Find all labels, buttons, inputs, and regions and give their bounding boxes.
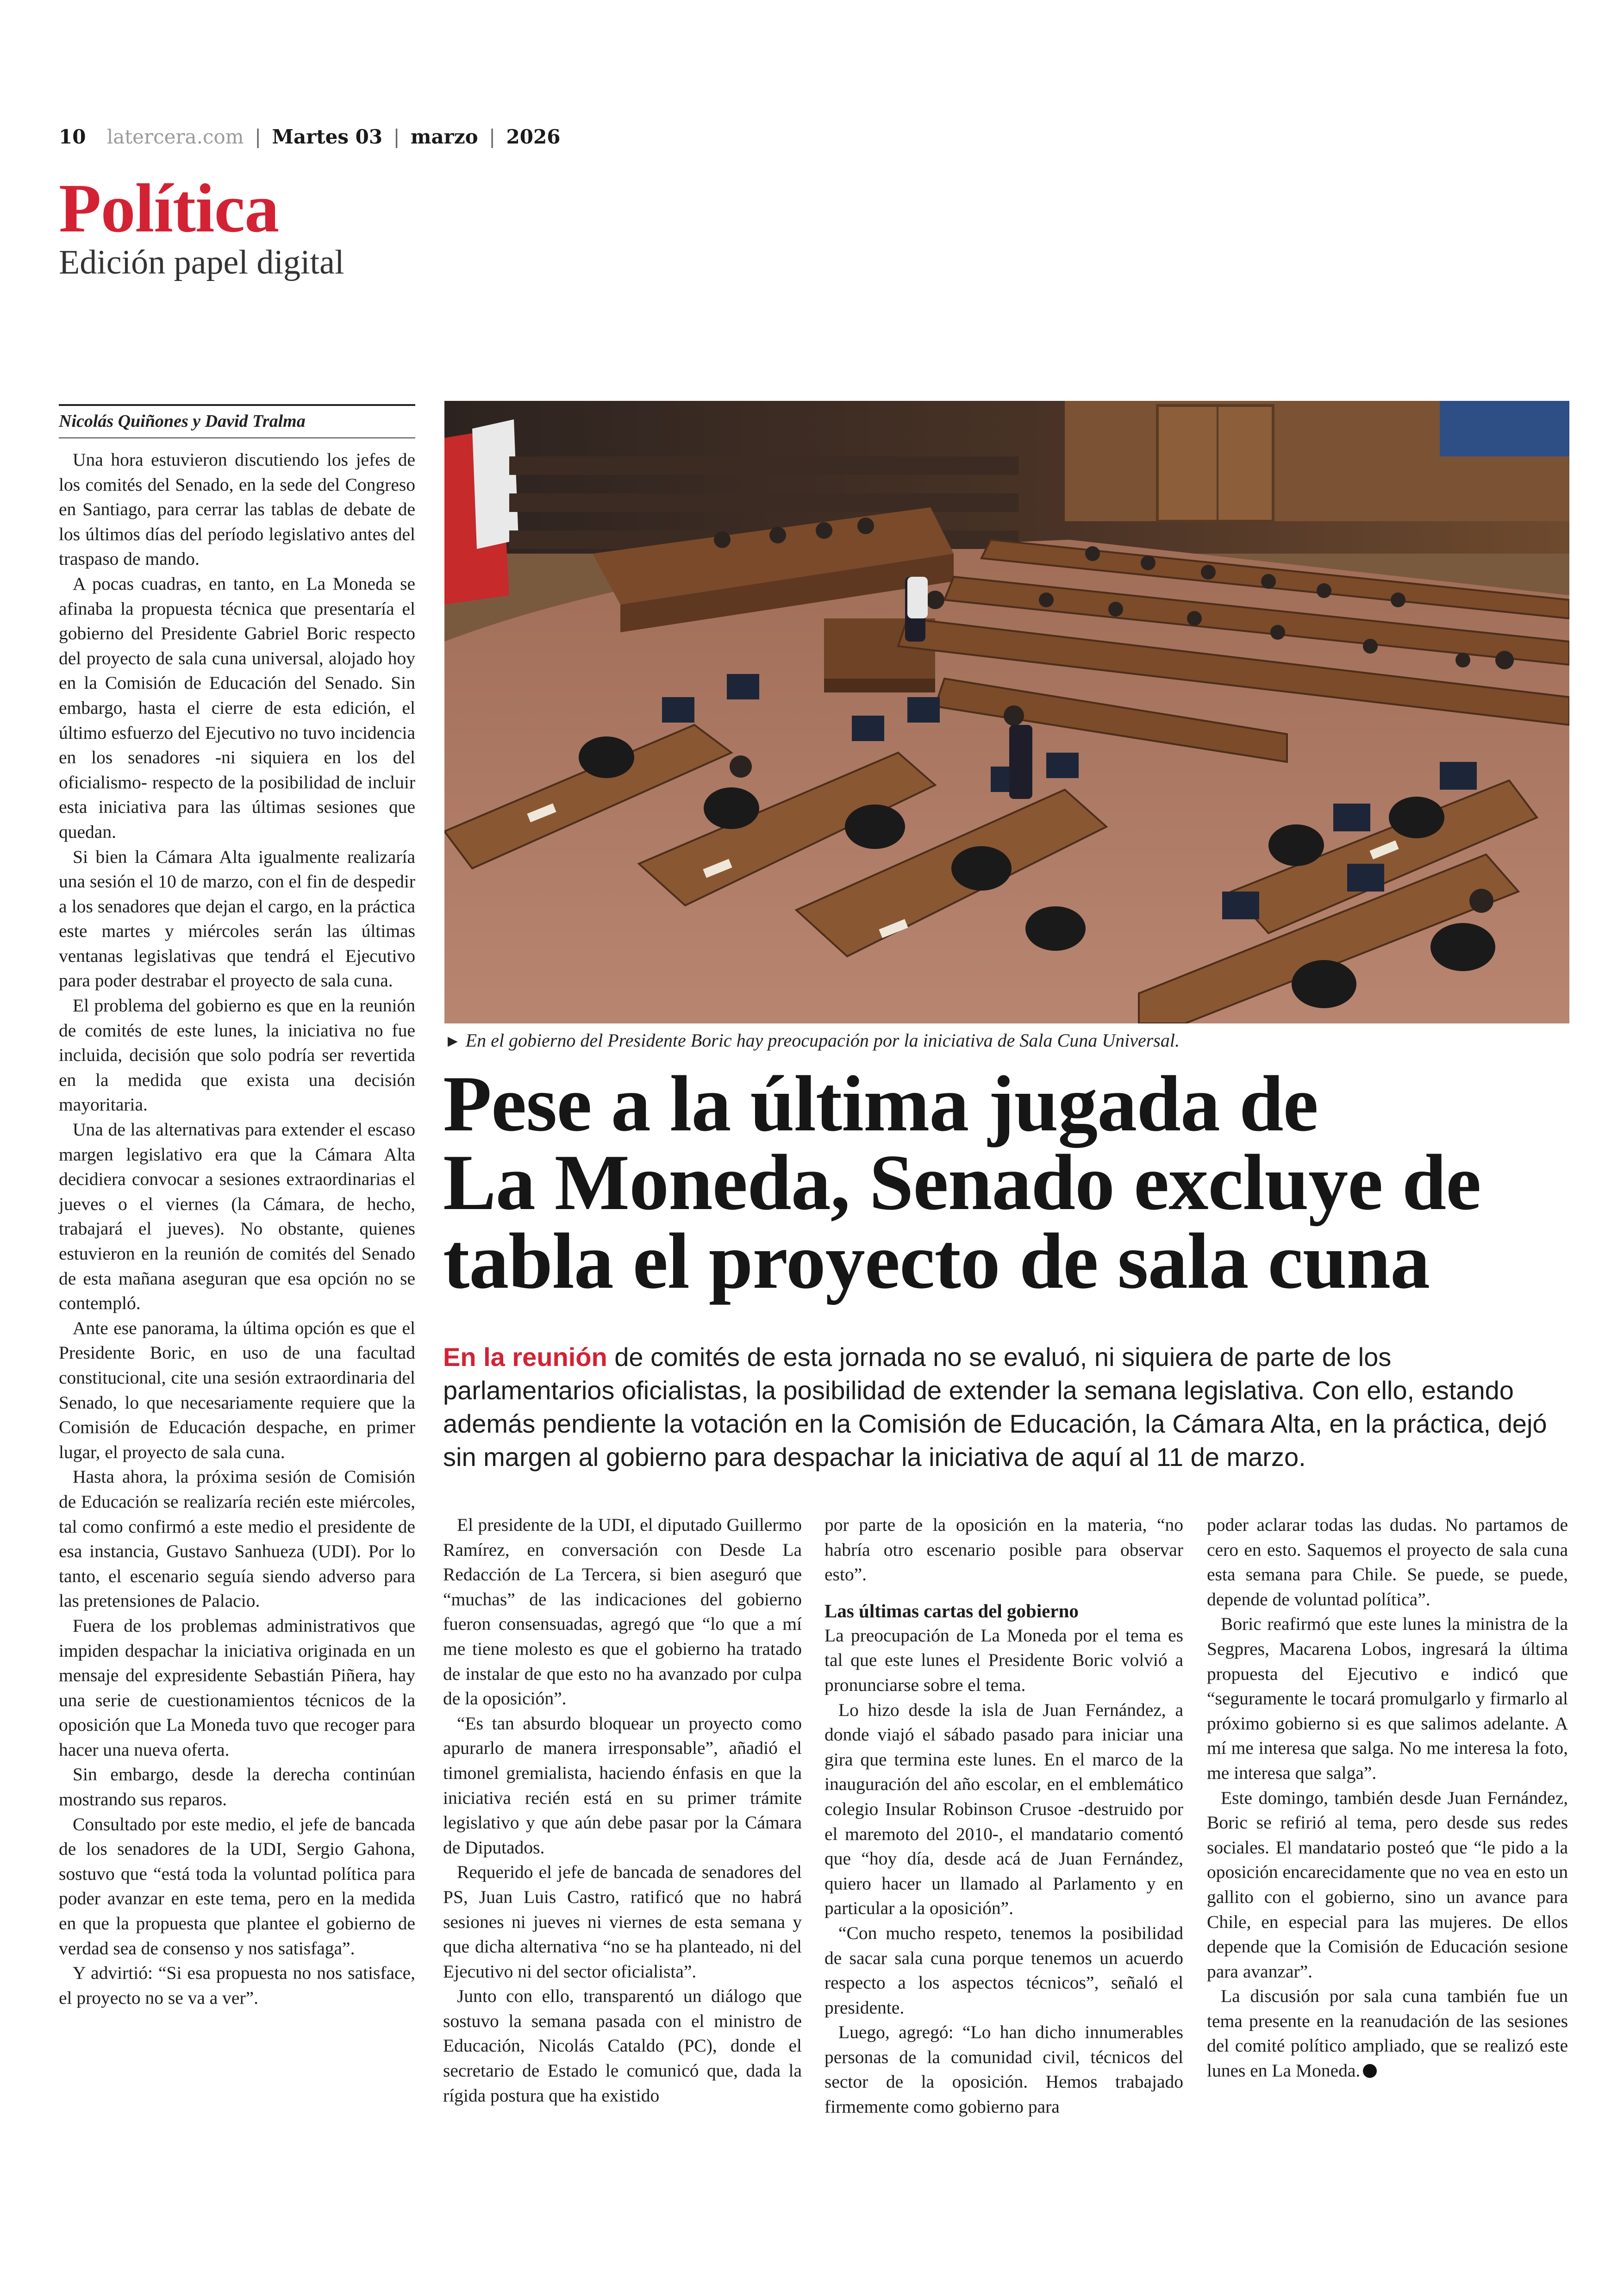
page-folio — [59, 124, 560, 150]
headline-line: La Moneda, Senado excluye de — [443, 1139, 1481, 1227]
paragraph: Junto con ello, transparentó un diálogo que sostuvo la semana pasada con el ministro de Educación, Nicolás Cataldo (PC), donde el secretario de Estado le comunicó que, dada la rígida postura que ha existido — [443, 1986, 802, 2106]
section-title: Política — [59, 170, 279, 247]
headline-line: Pese a la última jugada de — [443, 1060, 1318, 1148]
date-month: marzo — [411, 125, 478, 148]
paragraph: “Es tan absurdo bloquear un proyecto como apurarlo de manera irresponsable”, añadió el timonel gremialista, haciendo énfasis en que la iniciativa recién está en su primer trámite legislativo y que aún debe pasar por la Cámara de Diputados. — [443, 1713, 802, 1858]
paragraph: Sin embargo, desde la derecha continúan mostrando sus reparos. — [59, 1764, 415, 1810]
article-byline: Nicolás Quiñones y David Tralma — [59, 404, 415, 438]
article-column-1 — [59, 448, 415, 2010]
paragraph: A pocas cuadras, en tanto, en La Moneda se afinaba la propuesta técnica que presentaría el gobierno del Presidente Gabriel Boric respecto del proyecto de sala cuna universal, alojado hoy en la Comisión de Educación del Senado. Sin embargo, hasta el cierre de esta edición, el último esfuerzo del Ejecutivo no tuvo incidencia en los senadores -ni siquiera en los del oficialismo- respecto de la posibilidad de incluir esta iniciativa para las últimas sesiones que quedan. — [59, 573, 415, 842]
paragraph: Boric reafirmó que este lunes la ministra de la Segpres, Macarena Lobos, ingresará la última propuesta del Ejecutivo e indicó que “seguramente le tocará promulgarlo y firmarlo al próximo gobierno si es que salimos adelante. A mí me interesa que salga. No me interesa la foto, me interesa que salga”. — [1207, 1614, 1568, 1783]
article-column-2 — [443, 1513, 802, 2108]
caption-marker-icon: ► — [444, 1032, 461, 1050]
article-deck — [443, 1341, 1568, 1474]
paragraph: Una de las alternativas para extender el escaso margen legislativo era que la Cámara Alta decidiera convocar a sesiones extraordinarias el jueves o el viernes (la Cámara, de hecho, trabajará el jueves). No obstante, quienes estuvieron en la reunión de comités del Senado de esta mañana aseguran que esa opción no se contempló. — [59, 1119, 415, 1314]
caption-text: En el gobierno del Presidente Boric hay preocupación por la iniciativa de Sala Cuna Universal. — [465, 1030, 1180, 1051]
date-year: 2026 — [506, 125, 561, 148]
article-column-4 — [1207, 1513, 1568, 2083]
senate-chamber-photo — [444, 401, 1569, 1023]
paragraph-text: La discusión por sala cuna también fue un tema presente en la reanudación de las sesiones del comité político ampliado, que se realizó este lunes en La Moneda. — [1207, 1986, 1568, 2081]
page-number: 10 — [59, 125, 86, 148]
paragraph: Si bien la Cámara Alta igualmente realizaría una sesión el 10 de marzo, con el fin de despedir a los senadores que dejan el cargo, en la práctica este martes y miércoles serán las últimas ventanas legislativas que tendrá el Ejecutivo para poder destrabar el proyecto de sala cuna. — [59, 846, 415, 991]
paragraph: El presidente de la UDI, el diputado Guillermo Ramírez, en conversación con Desde La Redacción de La Tercera, si bien aseguró que “muchas” de las indicaciones del gobierno fueron consensuadas, agregó que “lo que a mí me tiene molesto es que el gobierno ha tratado de instalar de que esto no ha avanzado por culpa de la oposición”. — [443, 1515, 802, 1709]
site-name[interactable]: latercera.com — [106, 125, 244, 148]
paragraph: Consultado por este medio, el jefe de bancada de los senadores de la UDI, Sergio Gahona, sostuvo que “está toda la voluntad política para poder avanzar en este tema, pero en la medida en que la propuesta que plantee el gobierno de verdad sea de consenso y nos satisfaga”. — [59, 1814, 415, 1958]
deck-lead: En la reunión — [443, 1342, 607, 1372]
separator: | — [393, 125, 400, 148]
paragraph: El problema del gobierno es que en la reunión de comités de este lunes, la iniciativa no fue incluida, decisión que solo podría ser revertida en la medida que exista una decisión mayoritaria. — [59, 995, 415, 1115]
paragraph: Requerido el jefe de bancada de senadores del PS, Juan Luis Castro, ratificó que no habrá sesiones ni jueves ni viernes de esta semana y que dicha alternativa “no se ha planteado, ni del Ejecutivo ni del sector oficialista”. — [443, 1862, 802, 1982]
paragraph: Lo hizo desde la isla de Juan Fernández, a donde viajó el sábado pasado para iniciar una gira que termina este lunes. En el marco de la inauguración del año escolar, en el emblemático colegio Insular Robinson Crusoe -destruido por el maremoto del 2010-, el mandatario comentó que “hoy día, desde acá de Juan Fernández, quiero hacer un llamado al Parlamento y en particular a la oposición”. — [824, 1699, 1183, 1919]
end-of-article-icon — [1363, 2064, 1377, 2078]
paragraph: poder aclarar todas las dudas. No partamos de cero en esto. Saquemos el proyecto de sala cuna esta semana para Chile. Se puede, se puede, depende de voluntad política”. — [1207, 1515, 1568, 1609]
paragraph: Luego, agregó: “Lo han dicho innumerables personas de la comunidad civil, técnicos del sector de la oposición. Hemos trabajado firmemente como gobierno para — [824, 2022, 1183, 2117]
paragraph: Y advirtió: “Si esa propuesta no nos satisface, el proyecto no se va a ver”. — [59, 1963, 415, 2008]
separator: | — [489, 125, 496, 148]
paragraph: por parte de la oposición en la materia, “no habría otro escenario posible para observar esto”. — [824, 1515, 1183, 1585]
paragraph: “Con mucho respeto, tenemos la posibilidad de sacar sala cuna porque tenemos un acuerdo respecto a los aspectos técnicos”, señaló el presidente. — [824, 1922, 1183, 2018]
article-headline — [443, 1060, 1573, 1305]
deck-text: de comités de esta jornada no se evaluó, ni siquiera de parte de los parlamentarios oficialistas, la posibilidad de extender la semana legislativa. Con ello, estando además pendiente la votación en la Comisión de Educación, la Cámara Alta, en la práctica, dejó sin margen al gobierno para despachar la iniciativa de aquí al 11 de marzo. — [443, 1342, 1547, 1472]
article-subhead: Las últimas cartas del gobierno — [824, 1600, 1079, 1621]
paragraph: Fuera de los problemas administrativos que impiden despachar la iniciativa originada en un mensaje del expresidente Sebastián Piñera, hay una serie de cuestionamientos técnicos de la oposición que La Moneda tuvo que recoger para hacer una nueva oferta. — [59, 1615, 415, 1760]
paragraph: Este domingo, también desde Juan Fernández, Boric se refirió al tema, pero desde sus redes sociales. El mandatario posteó que “le pido a la oposición encarecidamente que no vea en esto un gallito con el gobierno, sino un avance para Chile, en especial para las mujeres. De ellos depende que la Comisión de Educación sesione para avanzar”. — [1207, 1787, 1568, 1982]
paragraph: Ante ese panorama, la última opción es que el Presidente Boric, en uso de una facultad constitucional, cite una sesión extraordinaria del Senado, lo que necesariamente requiere que la Comisión de Educación despache, en primer lugar, el proyecto de sala cuna. — [59, 1317, 415, 1462]
article-column-3 — [824, 1513, 1183, 2120]
date-weekday: Martes 03 — [272, 125, 383, 148]
separator: | — [254, 125, 262, 148]
edition-label: Edición papel digital — [59, 243, 344, 281]
paragraph: La preocupación de La Moneda por el tema es tal que este lunes el Presidente Boric volvió a pronunciarse sobre el tema. — [824, 1625, 1183, 1695]
photo-caption — [444, 1029, 1569, 1053]
paragraph: Una hora estuvieron discutiendo los jefes de los comités del Senado, en la sede del Congreso en Santiago, para cerrar las tablas de debate de los últimos días del período legislativo antes del traspaso de mando. — [59, 449, 415, 569]
headline-line: tabla el proyecto de sala cuna — [443, 1217, 1430, 1305]
paragraph: Hasta ahora, la próxima sesión de Comisión de Educación se realizaría recién este miércoles, tal como confirmó a este medio el presidente de esa instancia, Gustavo Sanhueza (UDI). Por lo tanto, el escenario seguía siendo adverso para las pretensiones de Palacio. — [59, 1466, 415, 1611]
paragraph — [1207, 1984, 1568, 2083]
